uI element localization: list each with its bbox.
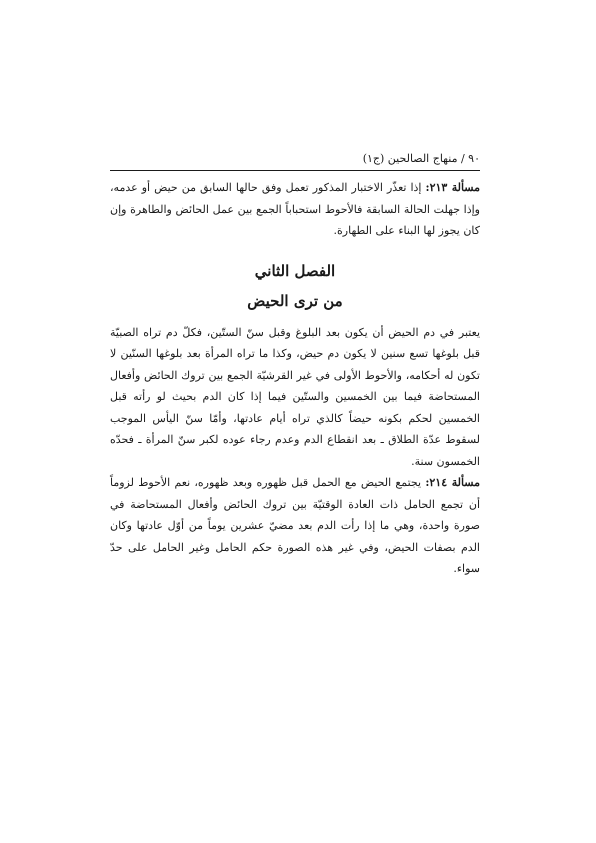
page-content [110, 150, 480, 580]
issue-213-text: إذا تعذّر الاختبار المذكور تعمل وفق حالها السابق من حيض أو عدمه، وإذا جهلت الحالة السابقة فالأحوط استحباباً الجمع بين عمل الحائض والطاهرة وإن كان يجوز لها البناء على الطهارة. [110, 181, 480, 237]
chapter-subtitle: من ترى الحيض [247, 291, 343, 310]
chapter-title: الفصل الثاني [254, 261, 336, 280]
running-header: ٩٠ / منهاج الصالحين (ج١) [110, 150, 480, 171]
issue-213-paragraph [110, 177, 480, 242]
issue-213-label: مسألة ٢١٣: [425, 181, 481, 194]
issue-214-paragraph [110, 472, 480, 580]
body-paragraph: يعتبر في دم الحيض أن يكون بعد البلوغ وقبل سنّ الستّين، فكلّ دم تراه الصبيّة قبل بلوغها تسع سنين لا يكون دم حيض، وكذا ما تراه المرأة بعد بلوغها السنّين لا تكون له أحكامه، والأحوط الأولى في غير القرشيّة الجمع بين تروك الحائض وأفعال المستحاضة فيما بين الخمسين والستّين فيما إذا كان الدم بحيث لو رأته قبل الخمسين لحكم بكونه حيضاً كالذي تراه أيام عادتها، وأمّا سنّ اليأس الموجب لسقوط عدّة الطلاق ـ بعد انقطاع الدم وعدم رجاء عوده لكبر سنّ المرأة ـ فحدّه الخمسون سنة. [110, 325, 480, 468]
issue-214-text: يجتمع الحيض مع الحمل قبل ظهوره وبعد ظهوره، نعم الأحوط لزوماً أن تجمع الحامل ذات العادة الوقتيّة بين تروك الحائض وأفعال المستحاضة في صورة واحدة، وهي ما إذا رأت الدم بعد مضيّ عشرين يوماً من أوّل عادتها وكان الدم بصفات الحيض، وفي غير هذه الصورة حكم الحامل وغير الحامل على حدّ سواء. [110, 476, 480, 575]
issue-214-label: مسألة ٢١٤: [425, 476, 481, 489]
